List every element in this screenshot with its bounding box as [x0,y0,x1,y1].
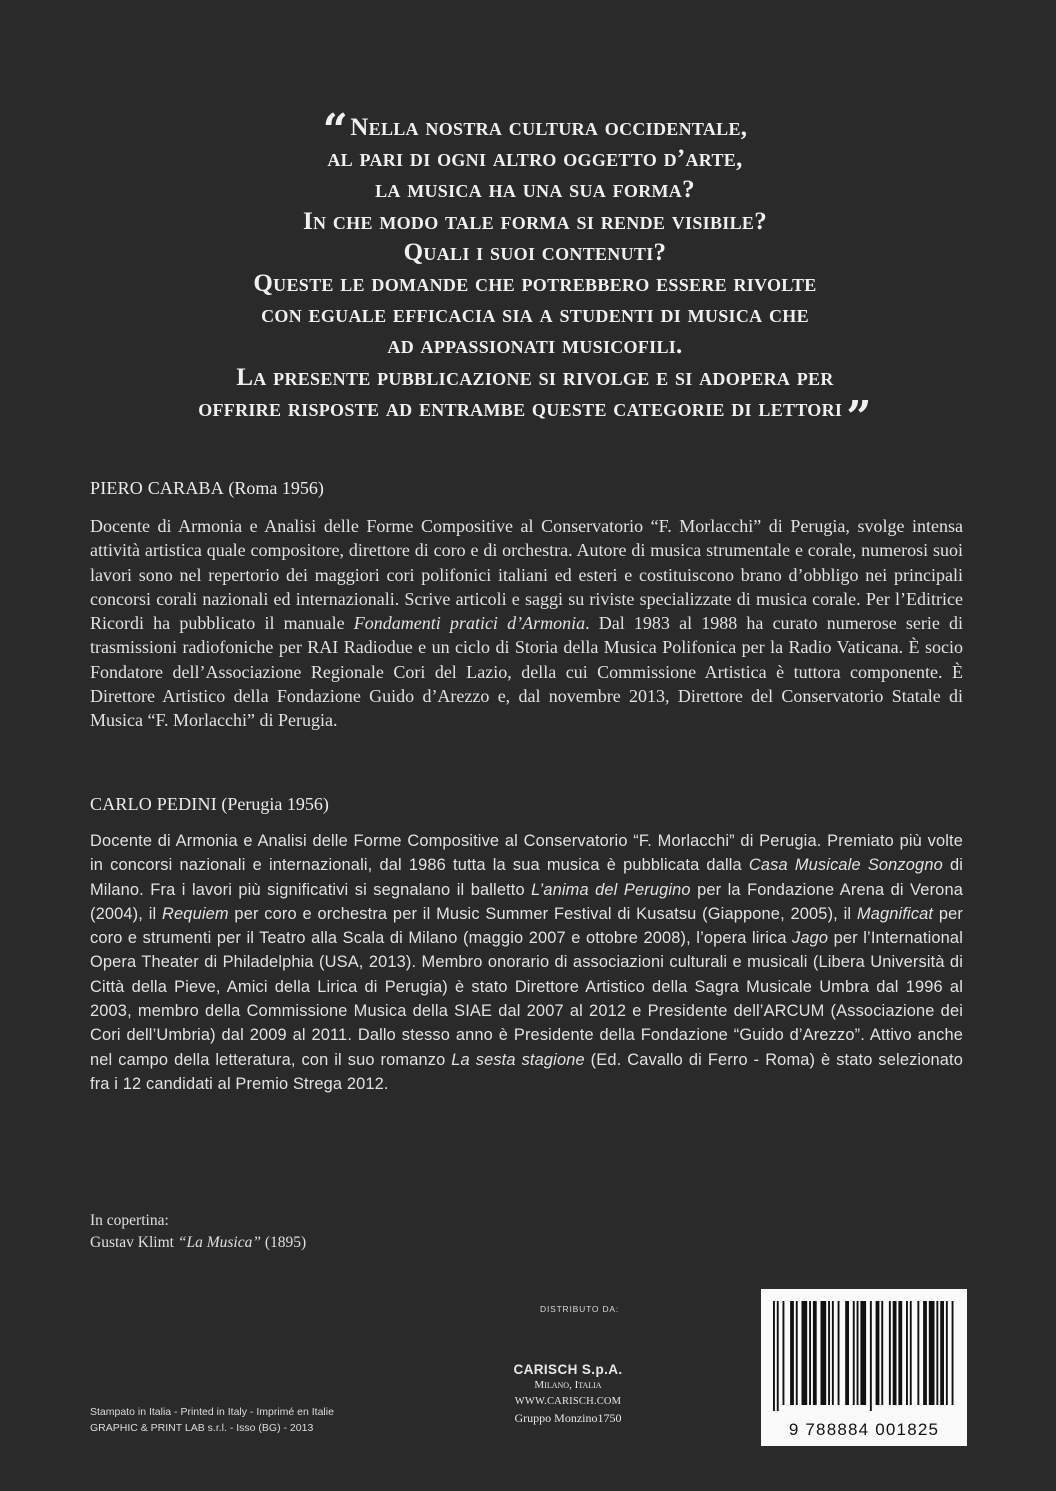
barcode-bar [906,1301,908,1405]
cover-artwork-title: “La Musica” [177,1234,261,1251]
barcode-bar [889,1301,891,1405]
barcode-bar [828,1301,830,1405]
cover-year: (1895) [264,1234,307,1251]
distributor-name: CARISCH S.p.A. [513,1362,623,1377]
barcode-bar [821,1301,827,1405]
quote-line: al pari di ogni altro oggetto d’arte, [327,145,743,173]
barcode-bar [783,1301,785,1405]
barcode-bar [813,1301,817,1405]
author-name: CARLO PEDINI [90,794,217,814]
barcode-bar [940,1301,944,1405]
barcode-bar [923,1301,927,1405]
barcode-bar [802,1301,808,1405]
work-title: Magnificat [856,904,934,923]
distributor-group: Gruppo Monzino1750 [514,1411,622,1425]
barcode-bar [936,1301,938,1405]
author-bio: Docente di Armonia e Analisi delle Forme Compositive al Conservatorio “F. Morlacchi” di Perugia, svolge intensa attività artistica quale compositore, direttore di coro e di orchestra. Autore di musica strumentale e corale, numerosi suoi lavori sono nel repertorio dei maggiori cori polifonici italiani ed esteri e costituiscono brano d’obbligo nei principali concorsi corali nazionali ed internazionali. Scrive articoli e saggi su riviste specializzate di musica corale. Per l’Editrice Ricordi ha pubblicato il manuale Fondamenti pratici d’Armonia. Dal 1983 al 1988 ha curato numerose serie di trasmissioni radiofoniche per RAI Radiodue e un ciclo di Storia della Musica Polifonica per la Radio Vaticana. È socio Fondatore dell’Associazione Regionale Cori del Lazio, della cui Commissione Artistica è tuttora componente. È Direttore Artistico della Fondazione Guido d’Arezzo e, dal novembre 2013, Direttore del Conservatorio Statale di Musica “F. Morlacchi” di Perugia. [90,516,963,731]
author-origin: (Perugia 1956) [221,794,329,814]
isbn-barcode [761,1289,967,1446]
printed-in-line: Stampato in Italia - Printed in Italy - Imprimé en Italie [90,1406,334,1418]
barcode-bar [773,1301,775,1411]
book-title: Fondamenti pratici d’Armonia [353,613,586,634]
barcode-bar [790,1301,794,1405]
barcode-bar [838,1301,840,1405]
distributor-city: Milano, Italia [534,1379,602,1391]
barcode-bar [898,1301,902,1405]
barcode-bar [832,1301,834,1405]
barcode-bar [809,1301,811,1405]
quote-line: ad appassionati musicofili. [387,332,683,360]
distributor-website: WWW.CARISCH.COM [514,1396,622,1407]
quote-line: Queste le domande che potrebbero essere rivolte [253,270,817,298]
author-heading [90,794,329,815]
barcode-bar [857,1301,859,1405]
author-bio: Docente di Armonia e Analisi delle Forme Compositive al Conservatorio “F. Morlacchi” di Perugia. Premiato più volte in concorsi nazionali e internazionali, dal 1986 tutta la sua musica è pubblicata dalla Casa Musicale Sonzogno di Milano. Fra i lavori più significativi si segnalano il balletto L’anima del Perugino per la Fondazione Arena di Verona (2004), il Requiem per coro e orchestra per il Music Summer Festival di Kusatsu (Giappone, 2005), il Magnificat per coro e strumenti per il Teatro alla Scala di Milano (maggio 2007 e ottobre 2008), l’opera lirica Jago per l’International Opera Theater di Philadelphia (USA, 2013). Membro onorario di associazioni culturali e musicali (Libera Università di Città della Pieve, Amici della Lirica di Perugia) è stato Direttore Artistico della Sagra Musicale Umbra dal 1996 al 2003, membro della Commissione Musica della SIAE dal 2007 al 2012 e Presidente dell’ARCUM (Associazione dei Cori dell’Umbria) dal 2009 al 2011. Dallo stesso anno è Presidente della Fondazione “Guido d’Arezzo”. Attivo anche nel campo della letteratura, con il suo romanzo La sesta stagione (Ed. Cavallo di Ferro - Roma) è stato selezionato fra i 12 candidati al Premio Strega 2012. [90,832,964,1093]
quote-line: La presente pubblicazione si rivolge e si adopera per [236,363,834,391]
author-name: PIERO CARABA [90,478,224,498]
distributor-label: DISTRIBUTO DA: [540,1304,620,1314]
author-heading [90,478,324,499]
work-title: Casa Musicale Sonzogno [748,856,943,875]
quote-line: con eguale efficacia sia a studenti di musica che [261,301,809,329]
quote-line: Quali i suoi contenuti? [403,238,667,266]
open-quote-mark: “ [322,105,349,156]
barcode-bar [929,1301,935,1405]
barcode-bar [845,1301,849,1405]
author-origin: (Roma 1956) [228,478,324,498]
quote-line: offrire risposte ad entrambe queste categorie di lettori” [198,391,872,443]
cover-artist: Gustav Klimt [90,1234,174,1251]
barcode-bar [777,1301,779,1411]
barcode-bar [952,1301,954,1405]
cover-credit-label: In copertina: [90,1212,169,1229]
barcode-bar [876,1301,880,1405]
printer-name-line: GRAPHIC & PRINT LAB s.r.l. - Isso (BG) - 2013 [90,1422,314,1434]
work-title: Jago [792,929,829,948]
isbn-number: 9 788884 001825 [788,1420,940,1439]
quote-line: la musica ha una sua forma? [375,176,695,204]
cover-credit [90,1210,306,1254]
work-title: L’anima del Perugino [531,880,691,899]
barcode-bar [870,1301,872,1411]
barcode-icon [771,1301,957,1411]
barcode-bar [796,1301,798,1405]
distributor-block [488,1362,648,1426]
work-title: La sesta stagione [451,1050,585,1069]
pull-quote [120,105,950,443]
barcode-bar [946,1301,948,1405]
work-title: Requiem [162,904,229,923]
barcode-bar [881,1301,883,1405]
barcode-bar [860,1301,866,1405]
barcode-bar [910,1301,912,1405]
quote-line: “Nella nostra cultura occidentale, [322,105,748,156]
barcode-bar [893,1301,897,1405]
close-quote-mark: ” [846,391,872,443]
quote-line: In che modo tale forma si rende visibile? [302,207,767,235]
printer-info [90,1404,334,1436]
barcode-bar [853,1301,855,1405]
barcode-bar [917,1301,919,1405]
